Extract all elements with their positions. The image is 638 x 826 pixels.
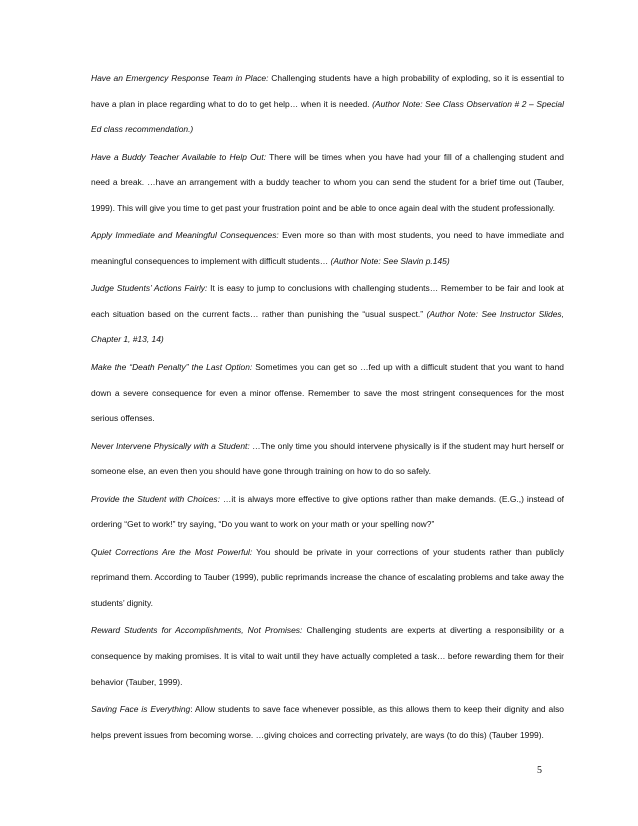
paragraph-heading: Quiet Corrections Are the Most Powerful: bbox=[91, 546, 253, 557]
paragraph-text: It is easy to jump to conclusions with challenging students… Remember to be fair and look at each situation based on the current facts… rather than punishing the “usual suspect.” bbox=[91, 283, 564, 319]
paragraph-text: …The only time you should intervene physically is if the student may hurt herself or someone else, an even then you should have gone through training on how to do so safely. bbox=[91, 440, 564, 477]
paragraph-heading: Make the “Death Penalty” the Last Option: bbox=[91, 362, 253, 373]
paragraph-text: There will be times when you have had your fill of a challenging student and need a break. …have an arrangement with a buddy teacher to whom you can send the student for a brief time out (Tauber, 1999). This will give you time to get past your frustration point and be able to once again deal with the student professionally. bbox=[91, 151, 564, 213]
paragraph-quiet-corrections bbox=[91, 540, 564, 617]
paragraph-emergency-response bbox=[91, 66, 564, 143]
paragraph-physical-intervention bbox=[91, 434, 564, 485]
paragraph-consequences bbox=[91, 223, 564, 274]
paragraph-death-penalty bbox=[91, 355, 564, 432]
paragraph-text: You should be private in your corrections of your students rather than publicly reprimand them. According to Tauber (1999), public reprimands increase the chance of escalating problems and take away the students’ dignity. bbox=[91, 546, 564, 608]
paragraph-text: …it is always more effective to give options rather than make demands. (E.G.,) instead of ordering “Get to work!” try saying, “Do you want to work on your math or your spelling now?” bbox=[91, 493, 565, 530]
paragraph-heading: Apply Immediate and Meaningful Consequences: bbox=[91, 230, 279, 241]
paragraph-buddy-teacher bbox=[91, 145, 564, 222]
page-number: 5 bbox=[537, 765, 542, 776]
paragraph-saving-face bbox=[91, 697, 564, 748]
paragraph-choices bbox=[91, 487, 564, 538]
paragraph-heading: Have a Buddy Teacher Available to Help Out: bbox=[91, 151, 267, 162]
paragraph-judge-fairly bbox=[91, 276, 564, 353]
paragraph-heading: Reward Students for Accomplishments, Not Promises: bbox=[91, 625, 303, 636]
paragraph-heading: Saving Face is Everything bbox=[91, 704, 191, 715]
paragraph-text: Challenging students are experts at diverting a responsibility or a consequence by making promises. It is vital to wait until they have actually completed a task… before rewarding them for their behavior (Tauber, 1999). bbox=[91, 625, 564, 687]
paragraph-heading: Have an Emergency Response Team in Place: bbox=[91, 73, 269, 83]
document-body bbox=[91, 66, 564, 750]
paragraph-heading: Provide the Student with Choices: bbox=[91, 493, 220, 504]
author-note: (Author Note: See Class Observation # 2 – Special Ed class recommendation.) bbox=[91, 98, 564, 135]
paragraph-text: Even more so than with most students, you need to have immediate and meaningful consequences to implement with difficult students… bbox=[91, 230, 564, 266]
paragraph-text: Sometimes you can get so …fed up with a difficult student that you want to hand down a severe consequence for even a minor offense. Remember to save the most stringent consequences for the most serious offenses. bbox=[91, 362, 564, 424]
author-note: (Author Note: See Slavin p.145) bbox=[330, 255, 450, 266]
paragraph-heading: Never Intervene Physically with a Student: bbox=[91, 440, 250, 451]
author-note: (Author Note: See Instructor Slides, Chapter 1, #13, 14) bbox=[91, 308, 564, 345]
paragraph-text: : Allow students to save face whenever possible, as this allows them to keep their dignity and also helps prevent issues from becoming worse. …giving choices and correcting privately, are ways (to do this) (Tauber 1999). bbox=[91, 704, 564, 740]
paragraph-reward-accomplishments bbox=[91, 618, 564, 695]
paragraph-heading: Judge Students’ Actions Fairly: bbox=[91, 283, 208, 294]
paragraph-text: Challenging students have a high probability of exploding, so it is essential to have a plan in place regarding what to do to get help… when it is needed. bbox=[91, 73, 565, 109]
